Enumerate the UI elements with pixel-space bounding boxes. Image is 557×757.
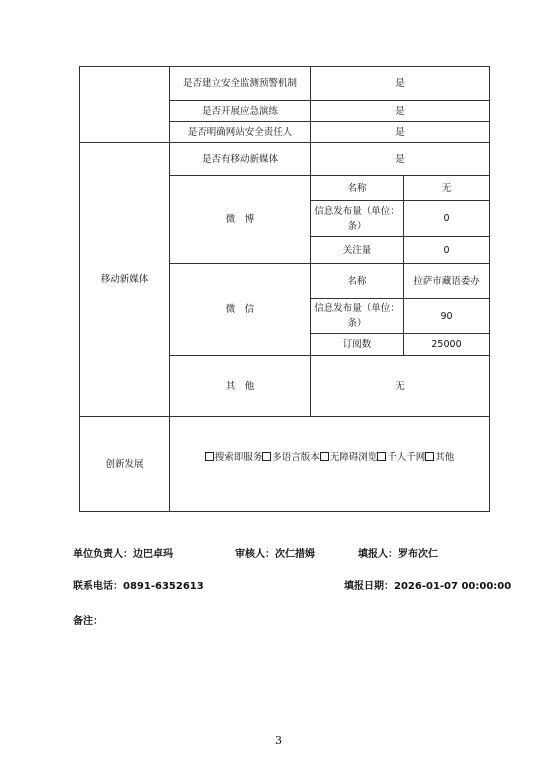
row-value-monitoring: 是: [311, 67, 490, 101]
page-number: 3: [275, 734, 282, 747]
option-multilingual[interactable]: 多语言版本: [262, 452, 320, 463]
row-value-security-officer: 是: [311, 122, 490, 143]
weibo-label: 微 博: [170, 176, 311, 264]
weibo-follow-value: 0: [404, 237, 490, 264]
weibo-name-value: 无: [404, 176, 490, 201]
row-value-drill: 是: [311, 101, 490, 122]
checkbox-icon[interactable]: [320, 452, 329, 461]
checkbox-icon[interactable]: [262, 452, 271, 461]
other-media-value: 无: [311, 356, 490, 417]
weibo-follow-label: 关注量: [311, 237, 404, 264]
filler: 填报人：罗布次仁: [358, 549, 438, 560]
has-mobile-media-label: 是否有移动新媒体: [170, 143, 311, 176]
checkbox-icon[interactable]: [425, 452, 434, 461]
weixin-subs-label: 订阅数: [311, 334, 404, 356]
fill-date: 填报日期：2026-01-07 00:00:00: [344, 581, 512, 592]
option-other[interactable]: 其他: [425, 452, 454, 463]
innovation-options: [170, 417, 490, 512]
weixin-posts-label: 信息发布量（单位：条）: [311, 299, 404, 334]
option-search-service[interactable]: 搜索即服务: [205, 452, 263, 463]
option-accessibility[interactable]: 无障碍浏览: [320, 452, 378, 463]
option-personalized[interactable]: 千人千网: [377, 452, 425, 463]
weixin-posts-value: 90: [404, 299, 490, 334]
weixin-subs-value: 25000: [404, 334, 490, 356]
row-label-drill: 是否开展应急演练: [170, 101, 311, 122]
weibo-posts-label: 信息发布量（单位：条）: [311, 201, 404, 237]
weixin-label: 微 信: [170, 264, 311, 356]
has-mobile-media-value: 是: [311, 143, 490, 176]
other-media-label: 其 他: [170, 356, 311, 417]
weibo-name-label: 名称: [311, 176, 404, 201]
weixin-name-value: 拉萨市藏语委办: [404, 264, 490, 299]
reviewer: 审核人：次仁措姆: [235, 549, 315, 560]
row-label-security-officer: 是否明确网站安全责任人: [170, 122, 311, 143]
checkbox-icon[interactable]: [377, 452, 386, 461]
mobile-media-section-label: 移动新媒体: [80, 143, 170, 417]
contact-phone: 联系电话：0891-6352613: [73, 581, 204, 592]
unit-leader: 单位负责人：边巴卓玛: [73, 549, 173, 560]
weibo-posts-value: 0: [404, 201, 490, 237]
row-label-monitoring: 是否建立安全监测预警机制: [170, 67, 311, 101]
innovation-label: 创新发展: [80, 417, 170, 512]
blank-left-cell: [80, 67, 170, 143]
report-table: [79, 66, 490, 512]
note-label: 备注：: [73, 616, 103, 627]
weixin-name-label: 名称: [311, 264, 404, 299]
checkbox-icon[interactable]: [205, 452, 214, 461]
